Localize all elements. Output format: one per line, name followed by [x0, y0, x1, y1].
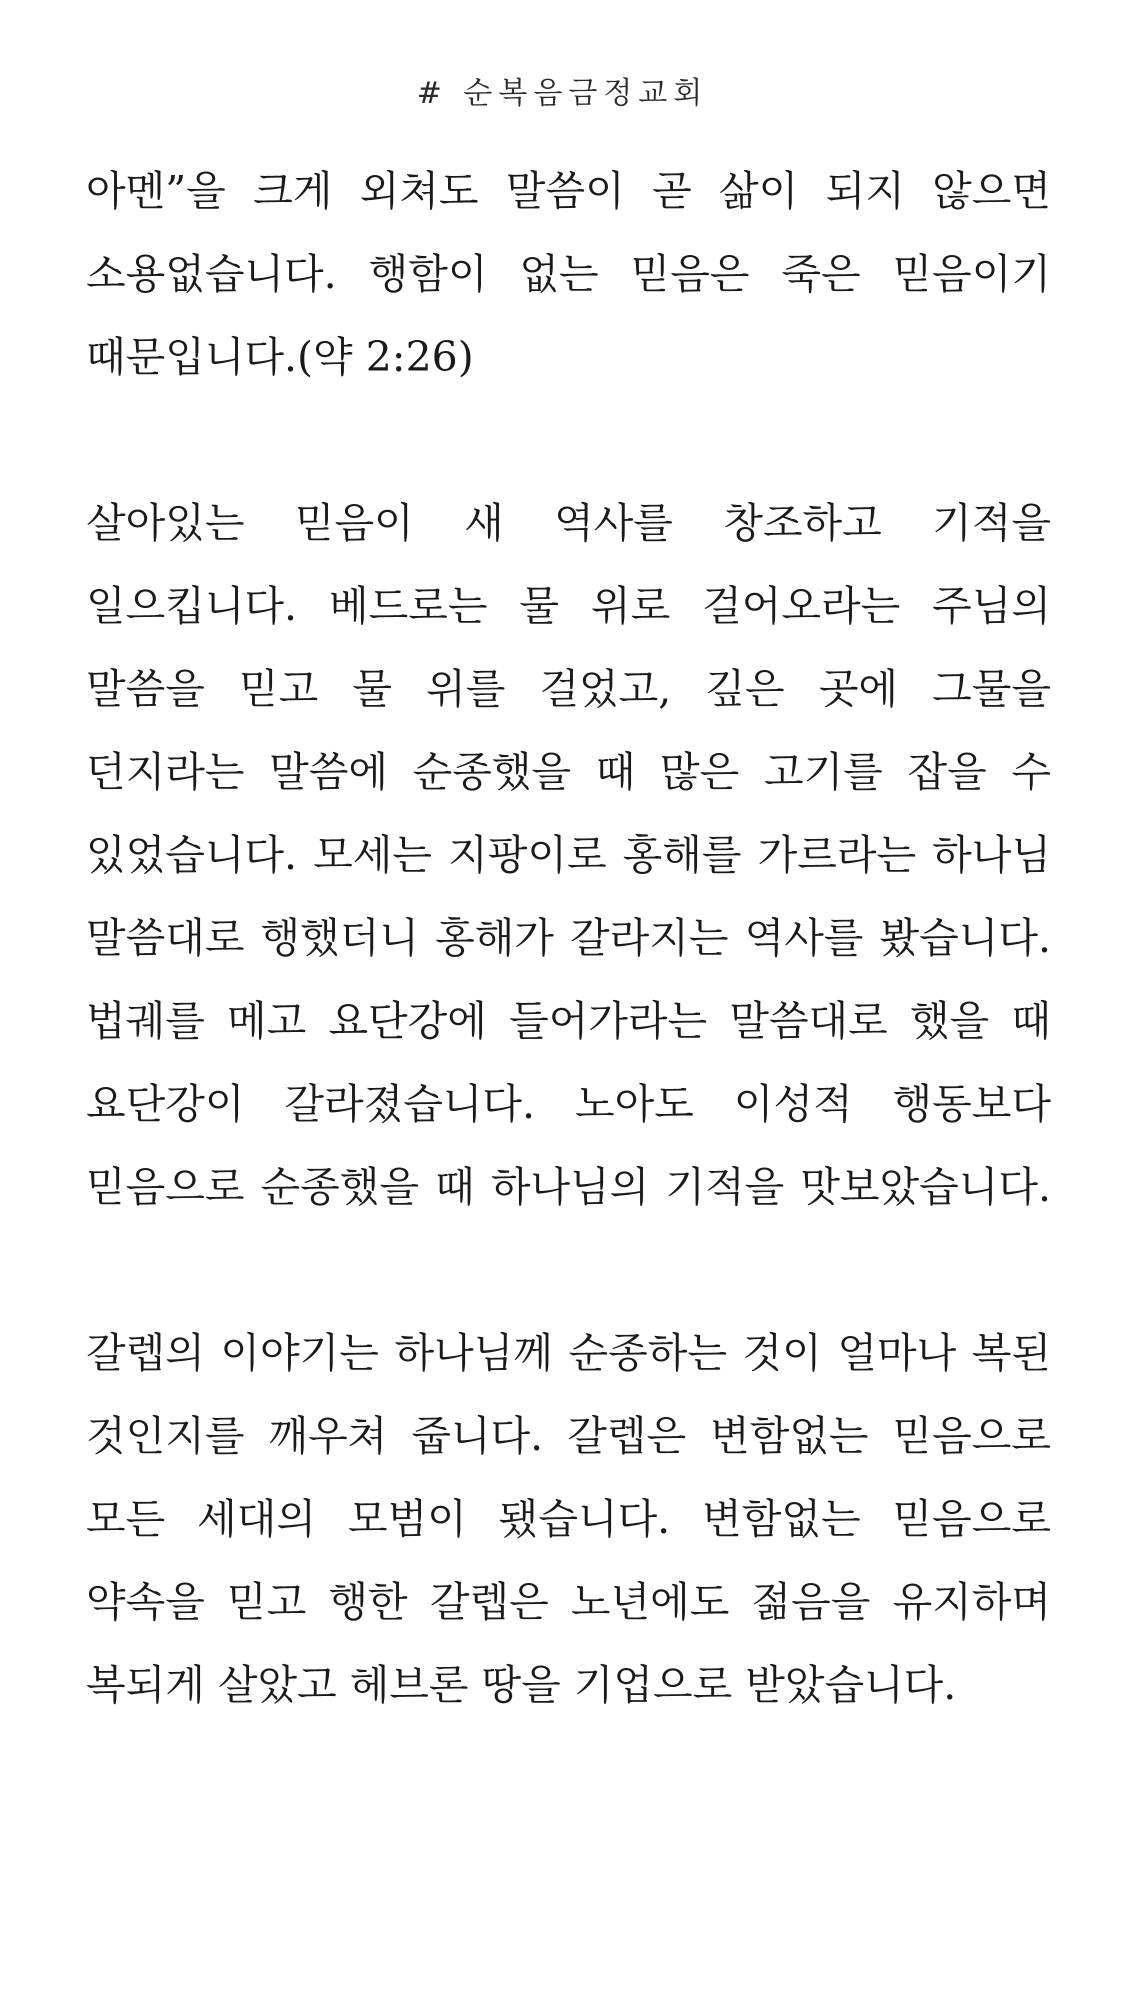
text-line: 요단강이 갈라졌습니다. 노아도 이성적 행동보다	[86, 1080, 1051, 1128]
text-line: 있었습니다. 모세는 지팡이로 홍해를 가르라는 하나님	[86, 831, 1051, 879]
paragraph-2	[86, 482, 1051, 1229]
text-line: 갈렙의 이야기는 하나님께 순종하는 것이 얼마나 복된	[86, 1329, 1051, 1377]
text-line: 말씀을 믿고 물 위를 걸었고, 깊은 곳에 그물을	[86, 665, 1051, 713]
text-line: 복되게 살았고 헤브론 땅을 기업으로 받았습니다.	[86, 1661, 957, 1709]
article-body	[86, 150, 1051, 1810]
text-line: 던지라는 말씀에 순종했을 때 많은 고기를 잡을 수	[86, 748, 1051, 796]
text-line: 소용없습니다. 행함이 없는 믿음은 죽은 믿음이기	[86, 250, 1051, 298]
text-line: 때문입니다.(약 2:26)	[86, 333, 474, 381]
text-line: 법궤를 메고 요단강에 들어가라는 말씀대로 했을 때	[86, 997, 1051, 1045]
text-line: 약속을 믿고 행한 갈렙은 노년에도 젊음을 유지하며	[86, 1578, 1051, 1626]
text-line: 살아있는 믿음이 새 역사를 창조하고 기적을	[86, 499, 1051, 547]
text-line: 말씀대로 행했더니 홍해가 갈라지는 역사를 봤습니다.	[86, 914, 1051, 962]
hashtag-header: # 순복음금정교회	[416, 76, 709, 111]
text-line: 아멘”을 크게 외쳐도 말씀이 곧 삶이 되지 않으면	[86, 167, 1051, 215]
paragraph-1	[86, 150, 1051, 399]
paragraph-3	[86, 1312, 1051, 1727]
text-line: 것인지를 깨우쳐 줍니다. 갈렙은 변함없는 믿음으로	[86, 1412, 1051, 1460]
text-line: 일으킵니다. 베드로는 물 위로 걸어오라는 주님의	[86, 582, 1051, 630]
text-line: 모든 세대의 모범이 됐습니다. 변함없는 믿음으로	[86, 1495, 1051, 1543]
text-line: 믿음으로 순종했을 때 하나님의 기적을 맛보았습니다.	[86, 1163, 1051, 1211]
